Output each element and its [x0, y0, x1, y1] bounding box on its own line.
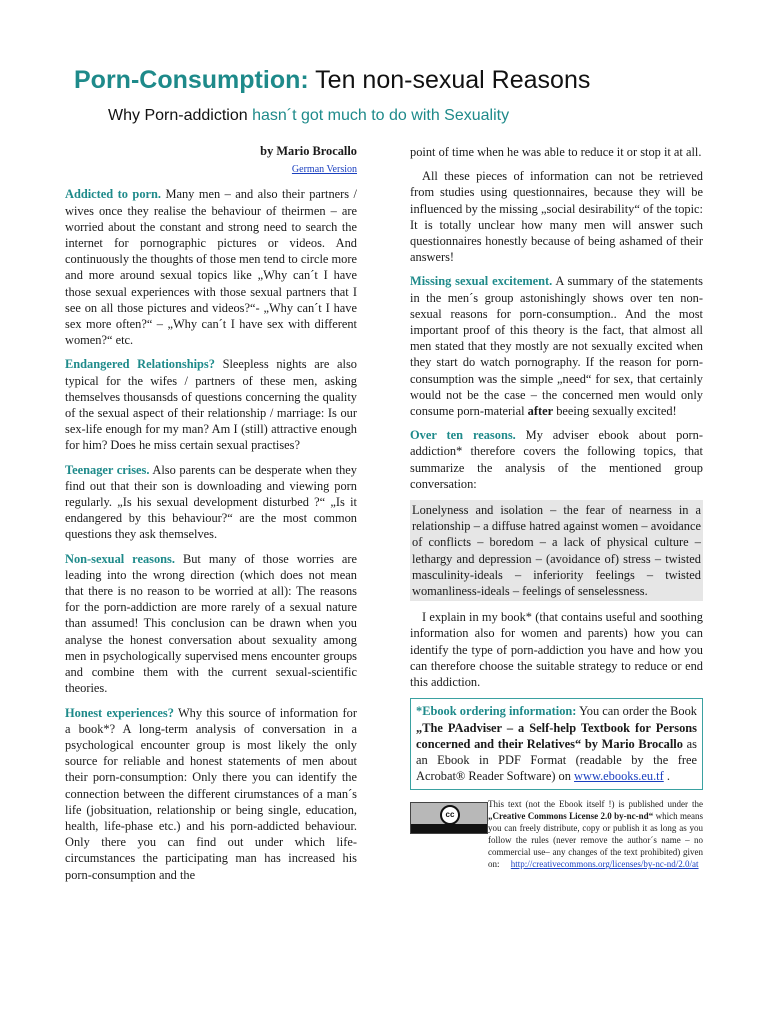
left-column	[65, 143, 357, 891]
para-information: All these pieces of information can not be retrieved from studies using questionnaires, because they will be influenced by the missing „social desirability“ of the topic: It is totally unclear how many men will answer such questionnaires honestly because of being ashamed of their answers!	[410, 169, 703, 265]
para-missing-text-2: beeing sexually excited!	[553, 404, 677, 419]
ebook-link[interactable]: www.ebooks.eu.tf	[574, 769, 664, 784]
para-honest-heading: Honest experiences?	[65, 705, 174, 720]
para-nonsexual-text: But many of those worries are leading into the wrong direction (which does not mean that there is no reason to be worried at all): The reasons for the porn-addiction are more rarely of a sexual nature than assumed! This conclusion can be drawn when you analyse the honest conversation about sexuality among men in psychologically supervised mens encounter groups and combine them with the current sexual-scientific theories.	[65, 551, 357, 696]
cc-circle-icon: cc	[440, 805, 460, 825]
page-subtitle	[108, 107, 509, 125]
author-byline: by Mario Brocallo	[260, 144, 357, 158]
para-explain: I explain in my book* (that contains useful and soothing information also for women and parents) how you can identify the type of porn-addiction you have and how you can therefore choose the suitable strategy to reduce or end this addiction.	[410, 610, 703, 690]
para-relationships	[65, 356, 357, 453]
para-over-heading: Over ten reasons.	[410, 428, 516, 443]
para-addicted	[65, 186, 357, 348]
ebook-ordering-box	[410, 698, 703, 790]
para-teenager-text: Also parents can be desperate when they find out that their son is downloading and viewing porn regularly. „Is his sexual development disturbed ?“ „Is it endangered by this behaviour?“ are the most common questions they ask themselves.	[65, 462, 357, 542]
para-addicted-text: Many men – and also their partners / wives once they realise the behaviour of theirmen – are worried about the constant and strong need to search the internet for pornographic pictures or videos. And continuously the thoughts of those men tend to circle more and more around sexual topics like „Why can´t I have those sexual experiences with those sexual partners that I see on all those pictures and videos?“- „Why can´t I have sex more often?“ – „Why can´t I have sex with different women?“ etc.	[65, 187, 357, 348]
license-link[interactable]: http://creativecommons.org/licenses/by-nc-nd/2.0/at	[510, 859, 699, 870]
para-relationships-heading: Endangered Relationships?	[65, 357, 215, 372]
license-text-1: This text (not the Ebook itself !) is published under the	[488, 799, 703, 810]
ebook-text-1: You can order the Book	[576, 704, 697, 719]
creative-commons-badge-icon	[410, 802, 488, 834]
para-teenager	[65, 462, 357, 543]
ebook-text-2: as an Ebook in PDF Format (readable by the free Acrobat® Reader Software) on	[416, 736, 698, 784]
para-nonsexual	[65, 551, 357, 697]
para-missing-text-1: A summary of the statements in the men´s group astonishingly shows over ten non-sexual reasons for porn-consumption.. And the most important proof of this theory is the fact, that almost all men stated that they mostly are not sexually excited when they start do watch pornography. If the reason for porn-consumption was the simple „need“ for sex, that certainly would not be the case – the concerned men would only consume porn-material	[410, 274, 703, 419]
right-column	[410, 144, 703, 882]
ebook-title-bold: „The PAadviser – a Self-help Textbook for Persons concerned and their Relatives“ by Mario Brocallo	[416, 720, 697, 751]
para-honest-text: Why this source of information for a book*? A long-term analysis of conversation in a psychological encounter group is most likely the only source for reliable and honest statements of men about their porn-consumption: Only there you can identify the connection between the different cirumstances of a man´s life (jobsituation, relationship or being single, education, health, life-phase etc.) and his porn-addicted behaviour. Only there you can find out under which life-circumstances the participating man has increased his porn-consumption and the	[65, 705, 357, 882]
para-over-text: My adviser ebook about porn-addiction* therefore covers the following topics, that summarize the analysis of the mentioned group conversation:	[410, 428, 703, 491]
german-version-line	[65, 162, 357, 178]
license-bold: „Creative Commons License 2.0 by-nc-nd“	[488, 811, 654, 822]
para-addicted-heading: Addicted to porn.	[65, 187, 161, 202]
para-missing-bold: after	[527, 404, 554, 419]
ebook-heading: *Ebook ordering information:	[416, 704, 577, 719]
para-missing-heading: Missing sexual excitement.	[410, 274, 553, 289]
license-text-2: which means you can freely distribute, copy or publish it as long as you follow the rules (never remove the author´s name – no commercial use– any changes of the text prohibited) given on:	[488, 811, 703, 870]
ebook-end: .	[663, 769, 670, 784]
para-nonsexual-heading: Non-sexual reasons.	[65, 551, 175, 566]
topics-box: Lonelyness and isolation – the fear of nearness in a relationship – a diffuse hatred against women – avoidance of conflicts – boredom – a lack of physical culture – lethargy and depression – (avoidance of) stress – twisted masculinity-ideals – inferiority feelings – twisted womanliness-ideals – feelings of senselessness.	[410, 500, 703, 601]
subtitle-accent: hasn´t got much to do with Sexuality	[252, 107, 510, 124]
title-accent: Porn-Consumption:	[74, 66, 309, 94]
subtitle-plain: Why Porn-addiction	[108, 107, 253, 124]
page-title	[74, 66, 590, 95]
german-version-link[interactable]: German Version	[291, 164, 357, 176]
para-over-ten	[410, 427, 703, 492]
para-honest	[65, 705, 357, 883]
license-section	[410, 798, 703, 882]
para-missing-excitement	[410, 273, 703, 419]
para-continuation: point of time when he was able to reduce it or stop it at all.	[410, 145, 702, 159]
para-teenager-heading: Teenager crises.	[65, 462, 150, 477]
cc-strip	[411, 824, 487, 833]
para-relationships-text: Sleepless nights are also typical for the wifes / partners of these men, asking themselves thousansds of questions concerning the quality of the sexual aspect of their relationship / marriage: Is our sex-life enough for my man? Am I (still) attractive enough for him? Does he miss certain sexual practises?	[65, 357, 357, 453]
title-rest: Ten non-sexual Reasons	[308, 66, 591, 94]
